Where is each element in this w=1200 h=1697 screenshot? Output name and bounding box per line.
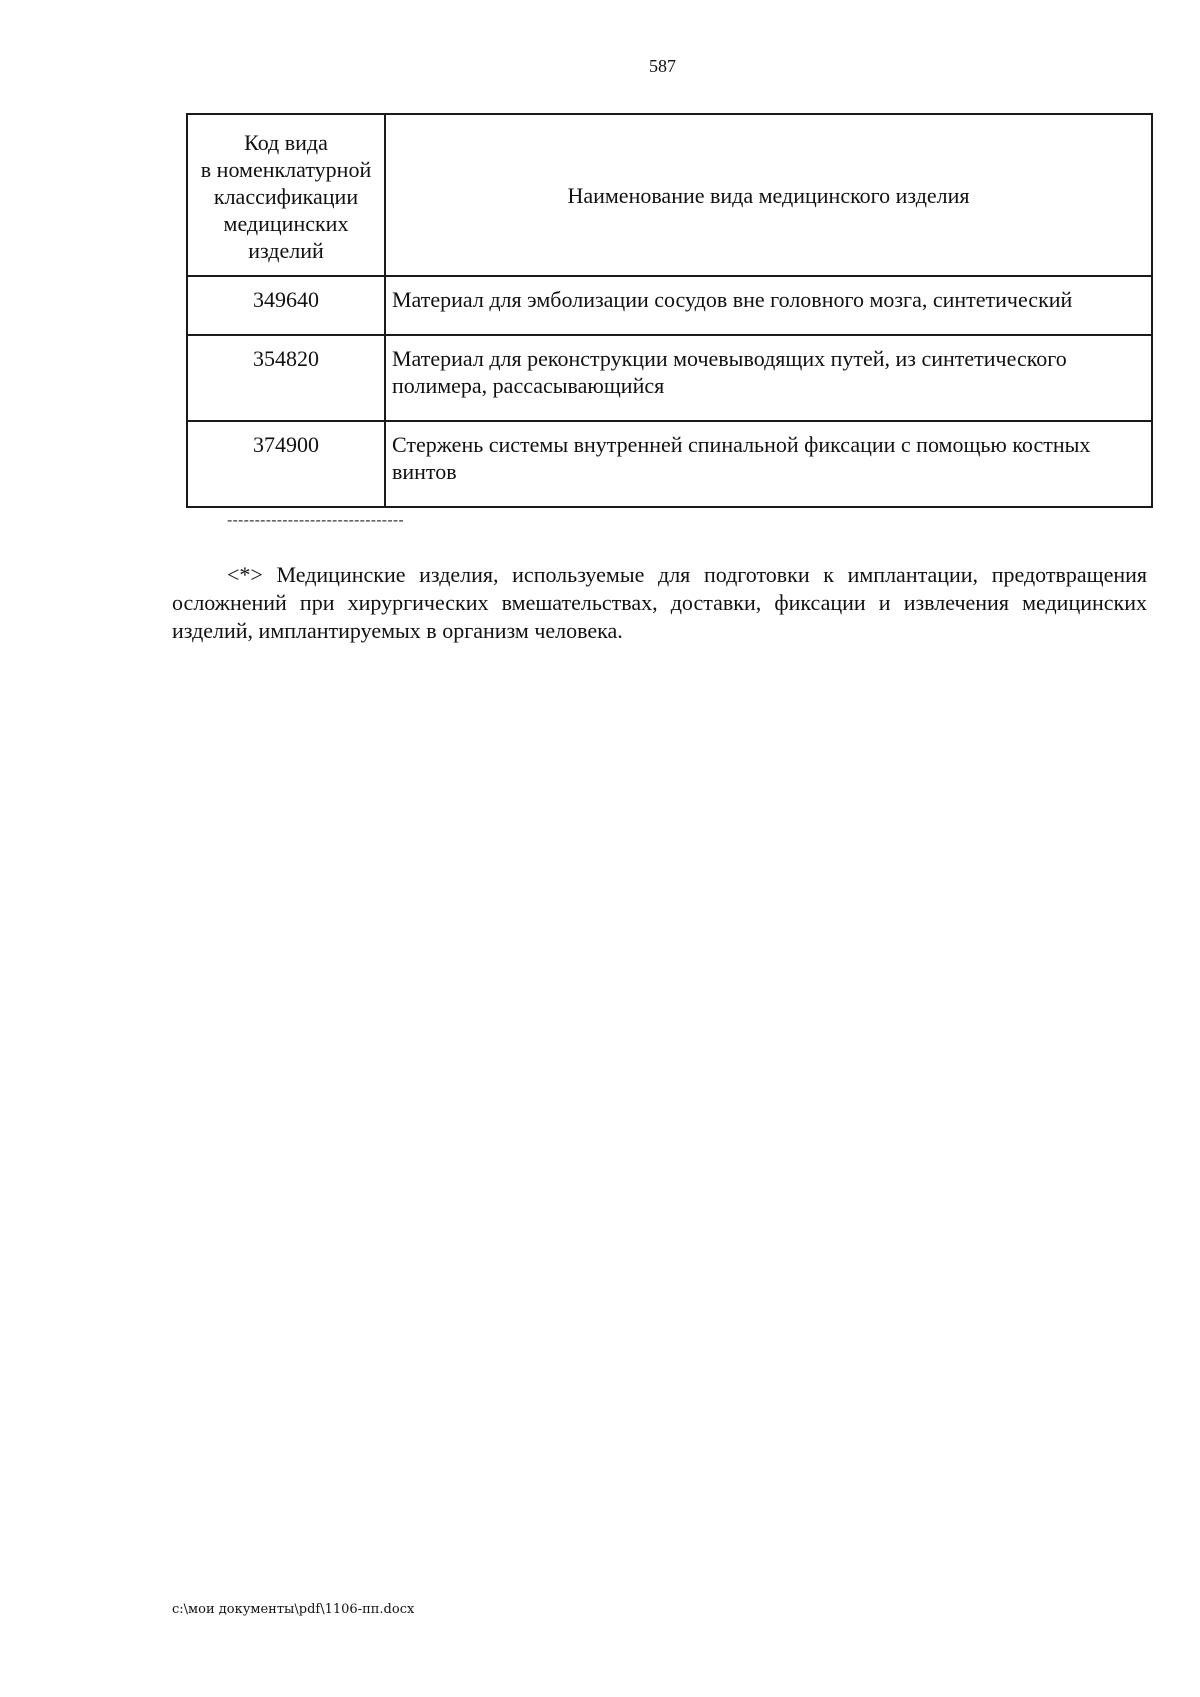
footnote-separator: -------------------------------- bbox=[227, 512, 404, 529]
header-code bbox=[187, 114, 385, 276]
footnote: <*> Медицинские изделия, используемые для подготовки к имплантации, предотвращения осложнений при хирургических вмешательствах, доставки, фиксации и извлечения медицинских изделий, имплантируемых в организм человека. bbox=[172, 562, 1147, 643]
device-code: 374900 bbox=[187, 421, 385, 507]
header-code-line: Код вида bbox=[244, 130, 328, 155]
device-code: 354820 bbox=[187, 335, 385, 421]
table-row bbox=[187, 421, 1152, 507]
header-code-line: в номенклатурной bbox=[200, 157, 372, 182]
medical-device-table bbox=[186, 113, 1153, 508]
device-name: Материал для реконструкции мочевыводящих путей, из синтетического полимера, рассасывающийся bbox=[385, 335, 1152, 421]
table-header-row bbox=[187, 114, 1152, 276]
page-number: 587 bbox=[649, 56, 676, 76]
device-name: Материал для эмболизации сосудов вне головного мозга, синтетический bbox=[385, 276, 1152, 335]
header-code-line: изделий bbox=[248, 238, 324, 263]
file-path: c:\мои документы\pdf\1106-пп.docx bbox=[172, 1602, 415, 1617]
header-code-line: классификации bbox=[213, 184, 359, 209]
header-name: Наименование вида медицинского изделия bbox=[385, 114, 1152, 276]
table-row bbox=[187, 276, 1152, 335]
table-row bbox=[187, 335, 1152, 421]
device-name: Стержень системы внутренней спинальной фиксации с помощью костных винтов bbox=[385, 421, 1152, 507]
header-code-line: медицинских bbox=[223, 211, 349, 236]
device-code: 349640 bbox=[187, 276, 385, 335]
